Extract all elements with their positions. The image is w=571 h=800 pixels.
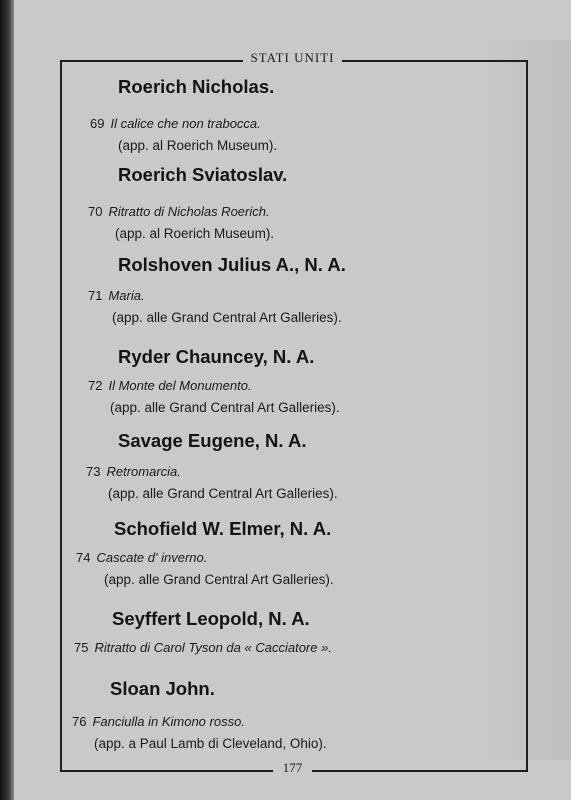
- work-owner: (app. a Paul Lamb di Cleveland, Ohio).: [94, 736, 327, 751]
- work-number: 70: [88, 204, 103, 219]
- work-title: Fanciulla in Kimono rosso.: [92, 714, 245, 729]
- work-line: [90, 116, 261, 131]
- work-line: [86, 464, 181, 479]
- artist-name: Roerich Sviatoslav.: [118, 164, 288, 185]
- artist-name: Schofield W. Elmer, N. A.: [114, 518, 332, 539]
- work-number: 69: [90, 116, 105, 131]
- work-number: 75: [74, 640, 89, 655]
- work-number: 72: [88, 378, 103, 393]
- artist-name: Rolshoven Julius A., N. A.: [118, 254, 346, 275]
- work-line: [72, 714, 245, 729]
- work-line: [88, 288, 145, 303]
- work-number: 73: [86, 464, 101, 479]
- artist-name: Sloan John.: [110, 678, 215, 699]
- work-owner: (app. alle Grand Central Art Galleries).: [108, 486, 338, 501]
- work-title: Ritratto di Carol Tyson da « Cacciatore ».: [94, 640, 332, 655]
- work-title: Cascate d' inverno.: [96, 550, 208, 565]
- page-number: 177: [273, 760, 313, 775]
- work-owner: (app. al Roerich Museum).: [115, 226, 275, 241]
- work-title: Retromarcia.: [106, 464, 181, 479]
- artist-name: Savage Eugene, N. A.: [118, 430, 307, 451]
- artist-name: Ryder Chauncey, N. A.: [118, 346, 315, 367]
- work-owner: (app. alle Grand Central Art Galleries).: [112, 310, 342, 325]
- work-line: [88, 378, 252, 393]
- work-line: [74, 640, 332, 655]
- running-title: STATI UNITI: [243, 50, 343, 65]
- work-title: Ritratto di Nicholas Roerich.: [108, 204, 270, 219]
- artist-name: Seyffert Leopold, N. A.: [112, 608, 310, 629]
- work-owner: (app. alle Grand Central Art Galleries).: [110, 400, 340, 415]
- work-title: Maria.: [108, 288, 145, 303]
- work-title: Il Monte del Monumento.: [108, 378, 252, 393]
- work-title: Il calice che non trabocca.: [110, 116, 261, 131]
- work-line: [88, 204, 270, 219]
- work-line: [76, 550, 207, 565]
- work-number: 74: [76, 550, 91, 565]
- work-number: 71: [88, 288, 103, 303]
- work-number: 76: [72, 714, 87, 729]
- work-owner: (app. alle Grand Central Art Galleries).: [104, 572, 334, 587]
- book-spine-shadow: [0, 0, 14, 800]
- book-page: [14, 0, 571, 800]
- running-header: [14, 46, 571, 65]
- page-footer: [14, 760, 571, 776]
- artist-name: Roerich Nicholas.: [118, 76, 275, 97]
- work-owner: (app. al Roerich Museum).: [118, 138, 278, 153]
